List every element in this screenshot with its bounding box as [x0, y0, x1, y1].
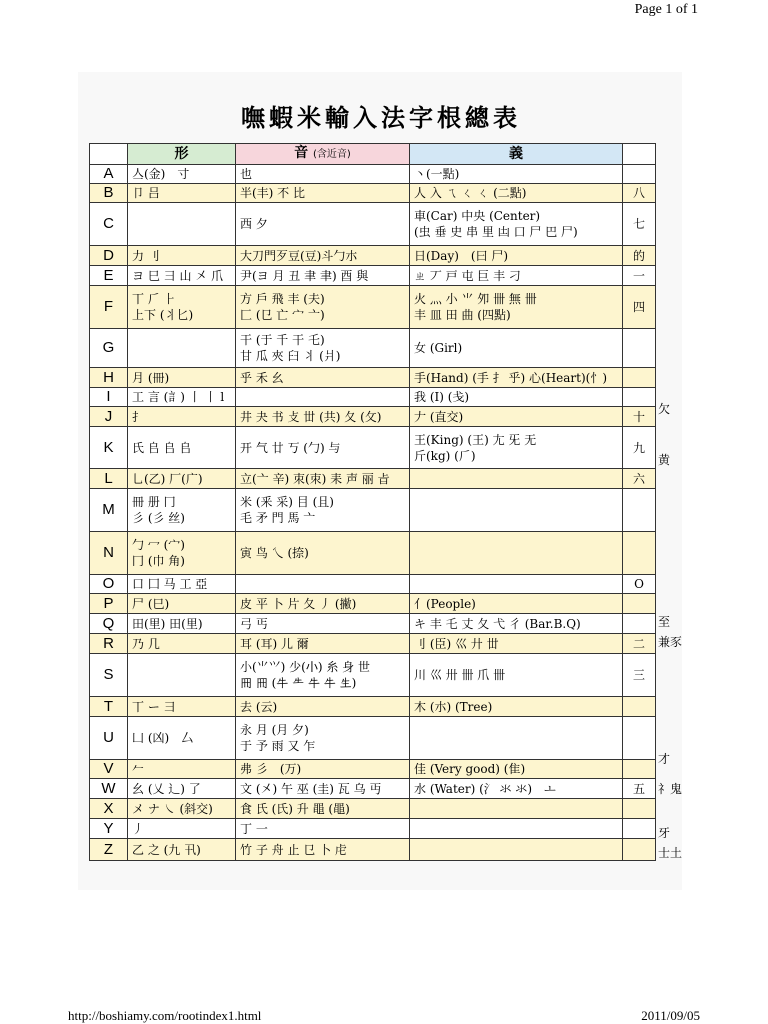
row-key: W: [90, 779, 128, 799]
cell-line: 半(丰) 不 比: [240, 186, 305, 200]
row-yi: [410, 469, 623, 489]
row-yi: [410, 266, 623, 286]
row-xing: [128, 286, 236, 329]
cell-line: 大刀門歹豆(豆)斗勹朩: [240, 248, 358, 263]
row-yi: [410, 614, 623, 634]
cell-line: 佳 (Very good) (隹): [414, 762, 526, 776]
cell-line: 乚(乙) 厂(广): [132, 471, 203, 486]
table-row: [90, 614, 656, 634]
table-row: [90, 697, 656, 717]
row-yin: [236, 489, 410, 532]
row-yi: [410, 184, 623, 203]
cell-line: 幺 (乂 辶) 了: [132, 781, 201, 796]
cell-line: 乎 禾 幺: [240, 370, 284, 385]
row-yi: [410, 246, 623, 266]
row-extra: 七: [623, 203, 656, 246]
cell-line: 冂 (巾 角): [132, 554, 185, 568]
row-key: P: [90, 594, 128, 614]
row-yi: [410, 388, 623, 407]
row-yi: [410, 760, 623, 779]
row-yin: [236, 329, 410, 368]
cell-line: 丅 ー ⺕: [132, 699, 176, 714]
cell-line: 水 (Water) (氵 氺 氺) ㅗ: [414, 781, 556, 796]
row-key: K: [90, 427, 128, 469]
cell-line: 上下 (丬匕): [132, 308, 194, 322]
row-xing: [128, 469, 236, 489]
row-yin: [236, 407, 410, 427]
table-row: [90, 329, 656, 368]
side-note: 至: [658, 615, 671, 629]
row-extra: 五: [623, 779, 656, 799]
cell-line: 小(⺌⺍) 少(𡭔) 糸 身 世: [240, 660, 370, 674]
row-extra: 三: [623, 654, 656, 697]
table-row: [90, 388, 656, 407]
table-row: [90, 246, 656, 266]
row-yin: [236, 779, 410, 799]
header-yin-label: 音: [294, 145, 309, 161]
table-row: [90, 575, 656, 594]
root-table: [89, 143, 656, 861]
cell-line: 丿: [132, 821, 145, 836]
row-xing: [128, 407, 236, 427]
row-xing: [128, 489, 236, 532]
row-xing: [128, 388, 236, 407]
row-yin: [236, 532, 410, 575]
row-key: Q: [90, 614, 128, 634]
row-yin: [236, 634, 410, 654]
table-row: [90, 184, 656, 203]
cell-line: 干 (于 千 干 乇): [240, 333, 325, 347]
row-key: J: [90, 407, 128, 427]
side-note: 礻鬼: [658, 782, 683, 796]
cell-line: 弗 彡 (万): [240, 762, 302, 776]
row-yi: [410, 286, 623, 329]
row-yi: [410, 368, 623, 388]
row-yi: [410, 489, 623, 532]
cell-line: 食 氏 (氏) 升 黽 (黽): [240, 801, 350, 816]
cell-line: ㄓ 丆 戸 屯 巨 丰 刁: [414, 268, 521, 283]
row-yin: [236, 575, 410, 594]
row-yin: [236, 614, 410, 634]
row-xing: [128, 819, 236, 839]
side-note: 士土: [658, 846, 683, 860]
table-row: [90, 839, 656, 861]
cell-line: 立(亠 辛) 朿(朿) 耒 声 丽 㫖: [240, 471, 390, 486]
row-yi: [410, 594, 623, 614]
cell-line: 寅 鸟 乀 (捺): [240, 546, 309, 560]
cell-line: 凵 (凶) 厶: [132, 731, 194, 745]
side-note: 牙: [658, 826, 671, 840]
row-extra: [623, 839, 656, 861]
row-yin: [236, 594, 410, 614]
cell-line: 去 (云): [240, 699, 278, 714]
cell-line: 亻(People): [414, 596, 476, 611]
row-key: D: [90, 246, 128, 266]
row-extra: [623, 368, 656, 388]
table-row: [90, 469, 656, 489]
row-key: U: [90, 717, 128, 760]
row-key: Z: [90, 839, 128, 861]
page-label: Page 1 of 1: [634, 2, 698, 17]
row-key: G: [90, 329, 128, 368]
cell-line: 工 言 (訁) 丨 丨 l: [132, 390, 225, 404]
row-key: Y: [90, 819, 128, 839]
row-xing: [128, 165, 236, 184]
cell-line: 川 巛 卅 卌 爪 卌: [414, 668, 506, 682]
table-row: [90, 407, 656, 427]
row-extra: O: [623, 575, 656, 594]
side-note: 黄: [658, 453, 671, 467]
row-yi: [410, 427, 623, 469]
table-row: [90, 165, 656, 184]
cell-line: 弓 丐: [240, 616, 268, 631]
row-yin: [236, 427, 410, 469]
row-key: F: [90, 286, 128, 329]
table-title: 嘸蝦米輸入法字根總表: [241, 104, 521, 132]
row-extra: 九: [623, 427, 656, 469]
cell-line: 永 月 (月 夕): [240, 723, 309, 737]
row-xing: [128, 246, 236, 266]
row-yin: [236, 388, 410, 407]
row-xing: [128, 717, 236, 760]
cell-line: 乙 之 (九 卂): [132, 842, 201, 857]
row-yi: [410, 717, 623, 760]
row-yi: [410, 532, 623, 575]
row-extra: [623, 329, 656, 368]
row-yi: [410, 575, 623, 594]
cell-line: 尸 (巳): [132, 596, 170, 611]
cell-line: 亼(金) 寸: [132, 167, 190, 181]
cell-line: キ 丰 乇 丈 夂 弋 彳 (Bar.B.Q): [414, 616, 581, 631]
cell-line: 月 (冊): [132, 370, 170, 385]
row-extra: [623, 799, 656, 819]
row-xing: [128, 760, 236, 779]
table-row: [90, 819, 656, 839]
row-yin: [236, 799, 410, 819]
cell-line: 乃 几: [132, 636, 160, 651]
row-yi: [410, 654, 623, 697]
cell-line: 冊 册 冂: [132, 495, 176, 509]
table-row: [90, 654, 656, 697]
row-xing: [128, 839, 236, 861]
cell-line: 王(King) (王) 尢 旡 无: [414, 432, 537, 447]
table-row: [90, 368, 656, 388]
row-extra: 四: [623, 286, 656, 329]
row-yi: [410, 165, 623, 184]
row-xing: [128, 427, 236, 469]
cell-line: 米 (釆 采) 目 (且): [240, 495, 334, 509]
row-yin: [236, 246, 410, 266]
row-xing: [128, 779, 236, 799]
row-key: L: [90, 469, 128, 489]
cell-line: 我 (I) (戋): [414, 390, 470, 404]
header-yin-note: (含近音): [313, 149, 351, 160]
cell-line: 丶(一點): [414, 167, 460, 181]
row-yi: [410, 779, 623, 799]
row-yi: [410, 329, 623, 368]
row-extra: [623, 388, 656, 407]
row-extra: [623, 594, 656, 614]
table-row: [90, 594, 656, 614]
cell-line: 日(Day) (曰 尸): [414, 248, 509, 263]
row-yi: [410, 799, 623, 819]
cell-line: 人 入 ㄟ ㄑ ㄑ (二點): [414, 186, 527, 200]
cell-line: 木 (朩) (Tree): [414, 699, 493, 714]
table-row: [90, 799, 656, 819]
row-xing: [128, 184, 236, 203]
cell-line: 扌: [132, 409, 145, 424]
cell-line: ヨ 巳 彐 山 㐅 爪: [132, 268, 224, 283]
row-key: M: [90, 489, 128, 532]
cell-line: 卩 吕: [132, 186, 160, 200]
table-row: [90, 266, 656, 286]
table-row: [90, 489, 656, 532]
cell-line: 氏 𠂤 𠂤 𠂤: [132, 440, 192, 455]
row-yin: [236, 760, 410, 779]
row-yi: [410, 819, 623, 839]
side-note: 才: [658, 752, 671, 766]
cell-line: 皮 平 卜 片 夂 丿 (撇): [240, 596, 357, 611]
cell-line: 方 戶 飛 丰 (夫): [240, 292, 325, 306]
row-yin: [236, 266, 410, 286]
cell-line: 斤(kg) (𠂆): [414, 448, 476, 463]
row-xing: [128, 266, 236, 286]
row-key: A: [90, 165, 128, 184]
row-yi: [410, 697, 623, 717]
row-xing: [128, 329, 236, 368]
row-key: X: [90, 799, 128, 819]
cell-line: 丰 皿 田 曲 (四點): [414, 308, 511, 322]
row-key: E: [90, 266, 128, 286]
row-extra: [623, 489, 656, 532]
row-key: S: [90, 654, 128, 697]
cell-line: 尹(ヨ 月 丑 聿 聿) 酉 與: [240, 268, 369, 283]
row-yin: [236, 368, 410, 388]
cell-line: 毛 矛 門 馬 亠: [240, 511, 316, 525]
table-row: [90, 203, 656, 246]
row-extra: [623, 760, 656, 779]
table-row: [90, 427, 656, 469]
cell-line: メ ナ ㇏ (斜交): [132, 801, 213, 816]
row-yi: [410, 839, 623, 861]
cell-line: 于 予 雨 又 乍: [240, 739, 316, 753]
side-note: 欠: [658, 402, 671, 416]
row-key: H: [90, 368, 128, 388]
row-yin: [236, 839, 410, 861]
row-key: T: [90, 697, 128, 717]
cell-line: 匚 (㔾 亡 宀 亠): [240, 308, 325, 322]
row-yin: [236, 203, 410, 246]
row-yin: [236, 717, 410, 760]
row-xing: [128, 799, 236, 819]
row-xing: [128, 594, 236, 614]
row-extra: [623, 717, 656, 760]
header-yin: [236, 144, 410, 165]
row-extra: 八: [623, 184, 656, 203]
table-row: [90, 532, 656, 575]
row-key: I: [90, 388, 128, 407]
cell-line: 文 (㐅) 午 巫 (圭) 瓦 乌 丏: [240, 781, 382, 796]
table-row: [90, 760, 656, 779]
row-yin: [236, 697, 410, 717]
row-yi: [410, 203, 623, 246]
cell-line: 西 夕: [240, 217, 268, 231]
cell-line: 开 气 廿 丂 (勹) 与: [240, 440, 341, 455]
row-yin: [236, 165, 410, 184]
cell-line: 口 囗 马 工 亞: [132, 577, 208, 591]
header-xing: 形: [128, 144, 236, 165]
row-extra: [623, 697, 656, 717]
row-extra: [623, 614, 656, 634]
cell-line: 刂 (臣) 巛 廾 丗: [414, 636, 499, 651]
cell-line: 也: [240, 167, 253, 181]
table-body: [90, 165, 656, 861]
header-extra-cell: [623, 144, 656, 165]
cell-line: 車(Car) 中央 (Center): [414, 209, 541, 223]
row-extra: [623, 165, 656, 184]
side-note: 兼豕: [658, 635, 683, 649]
row-extra: 二: [623, 634, 656, 654]
cell-line: 女 (Girl): [414, 341, 463, 355]
row-extra: 十: [623, 407, 656, 427]
row-yin: [236, 286, 410, 329]
row-yi: [410, 634, 623, 654]
row-yin: [236, 184, 410, 203]
cell-line: 田(里) 田(里): [132, 616, 203, 631]
row-yin: [236, 654, 410, 697]
row-extra: [623, 532, 656, 575]
row-key: N: [90, 532, 128, 575]
table-row: [90, 717, 656, 760]
cell-line: 丁 一: [240, 821, 268, 836]
cell-line: 𠕁 𠕁 (牛 ⺧ 牛 牛 生): [240, 676, 357, 690]
row-xing: [128, 368, 236, 388]
cell-line: 𠂉: [132, 762, 145, 776]
row-xing: [128, 654, 236, 697]
row-xing: [128, 575, 236, 594]
row-xing: [128, 532, 236, 575]
row-extra: [623, 819, 656, 839]
row-key: O: [90, 575, 128, 594]
row-xing: [128, 697, 236, 717]
cell-line: 勹 冖 (宀): [132, 538, 185, 552]
row-key: B: [90, 184, 128, 203]
cell-line: 甘 瓜 夾 臼 丬 (爿): [240, 349, 341, 363]
cell-line: 手(Hand) (手 ⺘ 乎) 心(Heart)(忄): [414, 370, 608, 385]
cell-line: 火 灬 小 ⺌ 夘 卌 無 卌: [414, 292, 537, 306]
row-xing: [128, 614, 236, 634]
footer-url[interactable]: http://boshiamy.com/rootindex1.html: [68, 1008, 262, 1023]
table-row: [90, 634, 656, 654]
footer-date: 2011/09/05: [641, 1008, 700, 1023]
cell-line: 井 夬 书 攴 丗 (共) 夂 (攵): [240, 409, 382, 424]
cell-line: 力 刂: [132, 248, 160, 263]
table-row: [90, 286, 656, 329]
row-extra: 的: [623, 246, 656, 266]
row-yi: [410, 407, 623, 427]
cell-line: (虫 垂 史 串 里 凷 口 尸 巴 尸): [414, 225, 578, 239]
row-key: V: [90, 760, 128, 779]
row-key: R: [90, 634, 128, 654]
row-yin: [236, 819, 410, 839]
row-xing: [128, 634, 236, 654]
row-xing: [128, 203, 236, 246]
cell-line: 𠂇 (直交): [414, 409, 464, 424]
cell-line: 耳 (耳) 儿 爾: [240, 636, 309, 651]
cell-line: 彡 (彡 丝): [132, 511, 185, 525]
header-letter-cell: [90, 144, 128, 165]
header-yi: 義: [410, 144, 623, 165]
cell-line: 丅 𠂆 ⺊: [132, 292, 176, 306]
row-extra: 一: [623, 266, 656, 286]
row-extra: 六: [623, 469, 656, 489]
table-row: [90, 779, 656, 799]
row-yin: [236, 469, 410, 489]
row-key: C: [90, 203, 128, 246]
cell-line: 竹 子 舟 止 㔾 卜 虍: [240, 842, 347, 857]
